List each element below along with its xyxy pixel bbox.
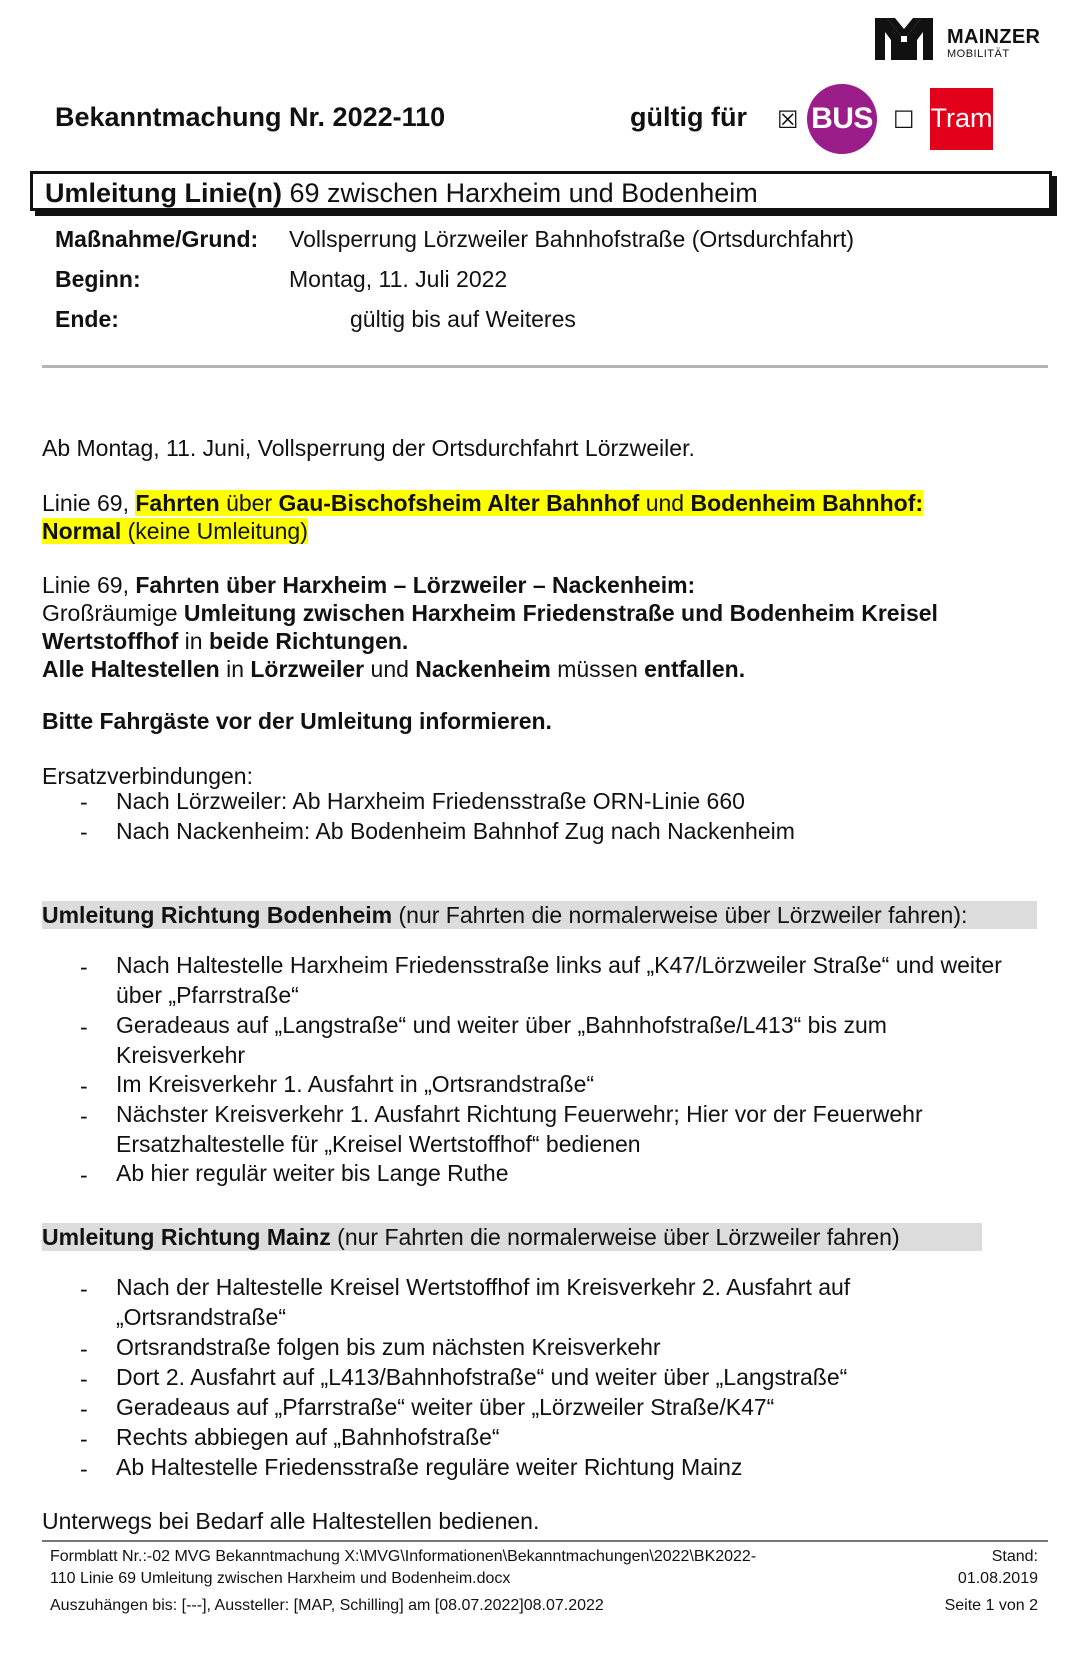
section-heading-mainz [42,1223,982,1251]
footer-stand-label: Stand: [991,1548,1038,1565]
p3-m: müssen [550,656,645,682]
list-dash: - [80,1456,88,1482]
ende-label: Ende: [55,306,119,332]
list-dash: - [80,1073,88,1099]
grund-value: Vollsperrung Lörzweiler Bahnhofstraße (Ortsdurchfahrt) [289,226,855,252]
footer-stand-date: 01.08.2019 [957,1570,1038,1587]
list-dash: - [80,1014,88,1040]
bodenheim-item: Ab hier regulär weiter bis Lange Ruthe [116,1160,509,1186]
list-dash: - [80,1366,88,1392]
p3-l: Nackenheim [415,656,551,682]
beginn-label: Beginn: [55,266,141,292]
logo-name: MAINZER [947,26,1041,48]
p2-e: und [639,490,691,516]
p2-d: Gau-Bischofsheim Alter Bahnhof [278,490,640,516]
umleitung-label: Umleitung Linie(n) [45,178,282,208]
p2-a: Linie 69, [42,490,136,516]
p3-j: Lörzweiler [250,656,365,682]
p3-c: Großräumige [42,600,184,626]
p3-e: Wertstoffhof [42,628,179,654]
section-heading-bodenheim [42,901,1037,929]
bodenheim-item: Geradeaus auf „Langstraße“ und weiter über „Bahnhofstraße/L413“ bis zum Kreisverkehr [116,1012,887,1068]
divider [42,365,1048,368]
mainz-item: Ortsrandstraße folgen bis zum nächsten Kreisverkehr [116,1334,661,1360]
page-title: Bekanntmachung Nr. 2022-110 [55,102,446,132]
list-dash: - [80,1103,88,1129]
tram-checkbox: ☐ [893,106,915,134]
list-dash: - [80,1426,88,1452]
paragraph-line69-normal [42,489,1042,545]
section-title: Umleitung Richtung Mainz [42,1224,331,1250]
ersatz-item: Nach Nackenheim: Ab Bodenheim Bahnhof Zug nach Nackenheim [116,818,795,844]
beginn-value: Montag, 11. Juli 2022 [289,266,508,292]
umleitung-title [45,178,758,209]
ende-value: gültig bis auf Weiteres [350,306,576,332]
ersatz-item: Nach Lörzweiler: Ab Harxheim Friedensstraße ORN-Linie 660 [116,788,745,814]
footer-page: Seite 1 von 2 [944,1597,1038,1614]
footer-line2: 110 Linie 69 Umleitung zwischen Harxheim und Bodenheim.docx [50,1570,511,1587]
p3-g: beide Richtungen. [208,628,409,654]
p2-f: Bodenheim Bahnhof: [690,490,924,516]
p3-n: entfallen. [644,656,746,682]
list-dash: - [80,954,88,980]
section-note: (nur Fahrten die normalerweise über Lörzweiler fahren) [330,1224,900,1250]
p3-a: Linie 69, [42,572,136,598]
info-text: Bitte Fahrgäste vor der Umleitung informieren. [42,708,552,734]
grund-label: Maßnahme/Grund: [55,226,259,252]
closing-text: Unterwegs bei Bedarf alle Haltestellen bedienen. [42,1508,540,1534]
p3-h: Alle Haltestellen [42,656,220,682]
mainz-item: Geradeaus auf „Pfarrstraße“ weiter über „Lörzweiler Straße/K47“ [116,1394,775,1420]
p3-i: in [219,656,251,682]
mainz-item: Rechts abbiegen auf „Bahnhofstraße“ [116,1424,500,1450]
footer-divider [42,1540,1048,1542]
intro-text: Ab Montag, 11. Juni, Vollsperrung der Ortsdurchfahrt Lörzweiler. [42,435,695,461]
ersatz-heading: Ersatzverbindungen: [42,763,253,789]
umleitung-text: 69 zwischen Harxheim und Bodenheim [281,178,758,208]
list-dash: - [80,1276,88,1302]
list-dash: - [80,1162,88,1188]
bus-checkbox: ☒ [777,106,799,134]
list-dash: - [80,1336,88,1362]
list-dash: - [80,789,88,815]
footer-line3: Auszuhängen bis: [---], Aussteller: [MAP, Schilling] am [08.07.2022]08.07.2022 [50,1597,604,1614]
mainzer-mobilitaet-logo-icon [873,16,943,62]
p2-g: Normal [42,518,122,544]
p3-k: und [364,656,416,682]
valid-for-label: gültig für [630,102,747,132]
tram-badge: Tram [930,88,993,150]
section-note: (nur Fahrten die normalerweise über Lörzweiler fahren): [392,902,968,928]
bodenheim-item: Im Kreisverkehr 1. Ausfahrt in „Ortsrandstraße“ [116,1071,595,1097]
mainz-item: Dort 2. Ausfahrt auf „L413/Bahnhofstraße“ und weiter über „Langstraße“ [116,1364,848,1390]
list-dash: - [80,1396,88,1422]
bodenheim-item: Nächster Kreisverkehr 1. Ausfahrt Richtung Feuerwehr; Hier vor der Feuerwehr Ersatzhaltestelle für „Kreisel Wertstoffhof“ bedienen [116,1101,923,1157]
p2-h: (keine Umleitung) [121,518,308,544]
bus-badge: BUS [807,84,877,154]
bodenheim-item: Nach Haltestelle Harxheim Friedensstraße links auf „K47/Lörzweiler Straße“ und weiter über „Pfarrstraße“ [116,952,1002,1008]
p2-c: über [219,490,279,516]
logo-sub: MOBILITÄT [947,48,1010,60]
footer-line1: Formblatt Nr.:-02 MVG Bekanntmachung X:\MVG\Informationen\Bekanntmachungen\2022\BK2022- [50,1548,757,1565]
mainz-item: Nach der Haltestelle Kreisel Wertstoffhof im Kreisverkehr 2. Ausfahrt auf „Ortsrandstraße“ [116,1274,851,1330]
mainz-item: Ab Haltestelle Friedensstraße reguläre weiter Richtung Mainz [116,1454,743,1480]
p3-b: Fahrten über Harxheim – Lörzweiler – Nackenheim: [135,572,696,598]
p3-d: Umleitung zwischen Harxheim Friedenstraße und Bodenheim Kreisel [183,600,938,626]
p2-b: Fahrten [135,490,220,516]
paragraph-line69-detour [42,571,1042,683]
list-dash: - [80,819,88,845]
section-title: Umleitung Richtung Bodenheim [42,902,393,928]
p3-f: in [178,628,209,654]
umleitung-title-box [30,171,1052,211]
